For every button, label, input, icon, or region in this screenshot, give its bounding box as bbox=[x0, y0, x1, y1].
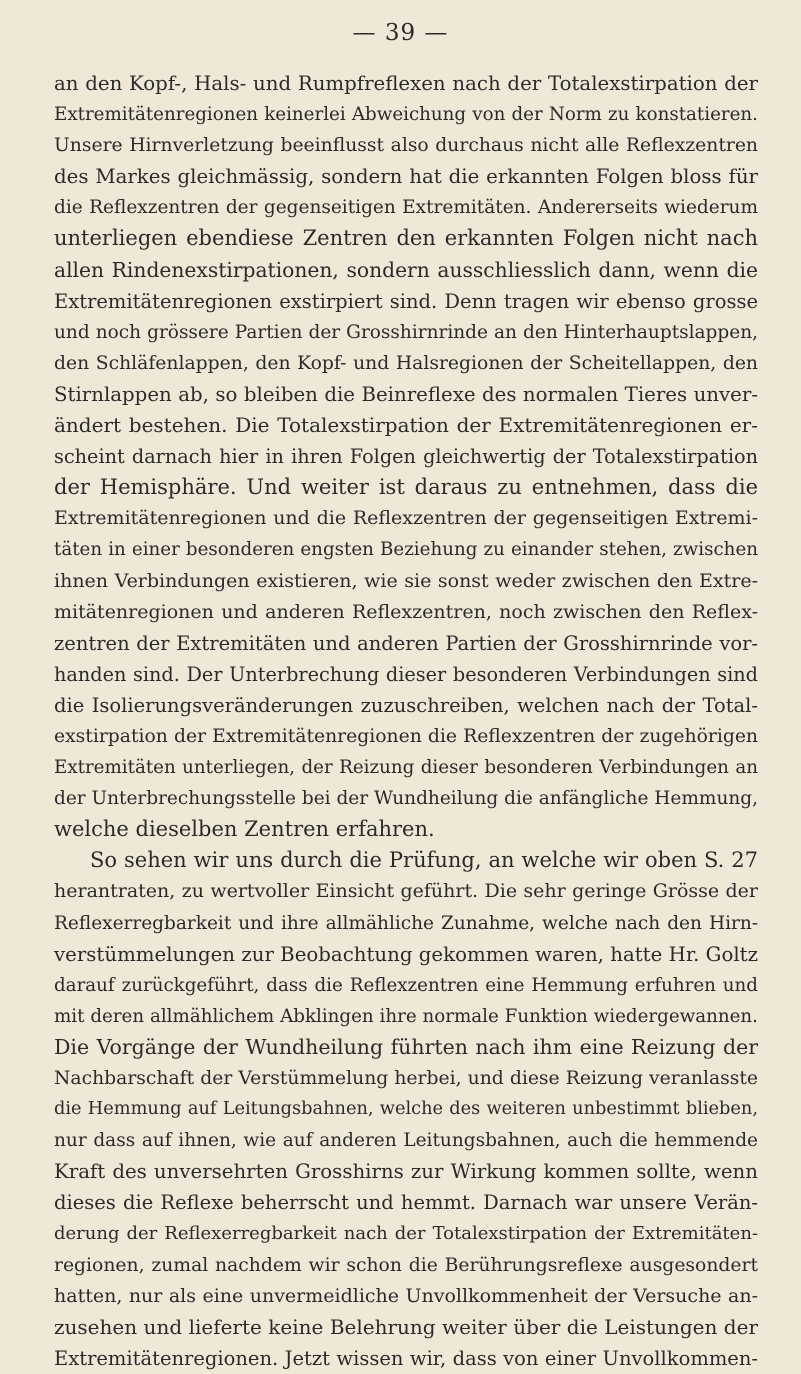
text-line: scheint darnach hier in ihren Folgen gleichwertig der Totalexstirpation bbox=[54, 445, 758, 469]
text-line: ihnen Verbindungen existieren, wie sie sonst weder zwischen den Extre- bbox=[54, 569, 758, 592]
text-line: Extremitätenregionen keinerlei Abweichung von der Norm zu konstatieren. bbox=[54, 104, 758, 126]
text-line: und noch grössere Partien der Grosshirnrinde an den Hinterhauptslappen, bbox=[54, 321, 758, 343]
text-line: mit deren allmählichem Abklingen ihre normale Funktion wiedergewannen. bbox=[54, 1005, 758, 1027]
text-line: dieses die Reflexe beherrscht und hemmt. Darnach war unsere Verän- bbox=[54, 1191, 758, 1215]
text-line: die Reflexzentren der gegenseitigen Extremitäten. Andererseits wiederum bbox=[54, 197, 758, 219]
text-line: Extremitätenregionen exstirpiert sind. Denn tragen wir ebenso grosse bbox=[54, 289, 758, 313]
text-line: zentren der Extremitäten und anderen Partien der Grosshirnrinde vor- bbox=[54, 631, 758, 655]
text-line: der Unterbrechungsstelle bei der Wundheilung die anfängliche Hemmung, bbox=[54, 788, 758, 810]
text-line: Nachbarschaft der Verstümmelung herbei, und diese Reizung veranlasste bbox=[54, 1068, 758, 1089]
text-line: täten in einer besonderen engsten Beziehung zu einander stehen, zwischen bbox=[54, 539, 758, 561]
text-line: Extremitätenregionen und die Reflexzentren der gegenseitigen Extremi- bbox=[54, 507, 758, 530]
text-line: nur dass auf ihnen, wie auf anderen Leitungsbahnen, auch die hemmende bbox=[54, 1130, 758, 1152]
text-line: exstirpation der Extremitätenregionen die Reflexzentren der zugehörigen bbox=[54, 725, 758, 747]
text-line: Unsere Hirnverletzung beeinflusst also durchaus nicht alle Reflexzentren bbox=[54, 135, 758, 157]
text-line: Extremitäten unterliegen, der Reizung dieser besonderen Verbindungen an bbox=[54, 757, 758, 779]
text-line: an den Kopf-, Hals- und Rumpfreflexen nach der Totalexstirpation der bbox=[54, 72, 758, 95]
text-line: Die Vorgänge der Wundheilung führten nach ihm eine Reizung der bbox=[54, 1034, 758, 1059]
text-line: des Markes gleichmässig, sondern hat die erkannten Folgen bloss für bbox=[54, 165, 758, 189]
text-line: Kraft des unversehrten Grosshirns zur Wirkung kommen sollte, wenn bbox=[54, 1160, 758, 1184]
text-line: der Hemisphäre. Und weiter ist daraus zu entnehmen, dass die bbox=[54, 475, 758, 500]
text-line: den Schläfenlappen, den Kopf- und Halsregionen der Scheitellappen, den bbox=[54, 352, 758, 374]
text-line: die Hemmung auf Leitungsbahnen, welche des weiteren unbestimmt blieben, bbox=[54, 1099, 758, 1120]
text-line: mitätenregionen und anderen Reflexzentren, noch zwischen den Reflex- bbox=[54, 600, 758, 623]
text-line: verstümmelungen zur Beobachtung gekommen waren, hatte Hr. Goltz bbox=[54, 942, 758, 966]
text-line: handen sind. Der Unterbrechung dieser besonderen Verbindungen sind bbox=[54, 662, 758, 686]
page-number: — 39 — bbox=[352, 20, 449, 46]
text-line: allen Rindenexstirpationen, sondern ausschliesslich dann, wenn die bbox=[54, 257, 758, 282]
text-line: die Isolierungsveränderungen zuzuschreiben, welchen nach der Total- bbox=[54, 693, 758, 717]
text-line: regionen, zumal nachdem wir schon die Berührungsreflexe ausgesondert bbox=[54, 1254, 758, 1276]
text-line: ändert bestehen. Die Totalexstirpation der Extremitätenregionen er- bbox=[54, 413, 758, 438]
text-line: hatten, nur als eine unvermeidliche Unvollkommenheit der Versuche an- bbox=[54, 1284, 758, 1307]
text-line: darauf zurückgeführt, dass die Reflexzentren eine Hemmung erfuhren und bbox=[54, 974, 758, 996]
text-line: derung der Reflexerregbarkeit nach der Totalexstirpation der Extremitäten- bbox=[54, 1223, 758, 1245]
text-line: Reflexerregbarkeit und ihre allmähliche Zunahme, welche nach den Hirn- bbox=[54, 912, 758, 934]
paragraph-end-line: welche dieselben Zentren erfahren. bbox=[54, 817, 435, 842]
text-line: herantraten, zu wertvoller Einsicht geführt. Die sehr geringe Grösse der bbox=[54, 880, 758, 903]
text-line: zusehen und lieferte keine Belehrung weiter über die Leistungen der bbox=[54, 1314, 758, 1339]
text-line: Stirnlappen ab, so bleiben die Beinreflexe des normalen Tieres unver- bbox=[54, 382, 758, 406]
body-text bbox=[54, 68, 758, 1374]
text-line: unterliegen ebendiese Zentren den erkannten Folgen nicht nach bbox=[54, 226, 758, 251]
text-line: Extremitätenregionen. Jetzt wissen wir, dass von einer Unvollkommen- bbox=[54, 1346, 758, 1370]
paragraph-start-line: So sehen wir uns durch die Prüfung, an welche wir oben S. 27 bbox=[90, 848, 758, 873]
